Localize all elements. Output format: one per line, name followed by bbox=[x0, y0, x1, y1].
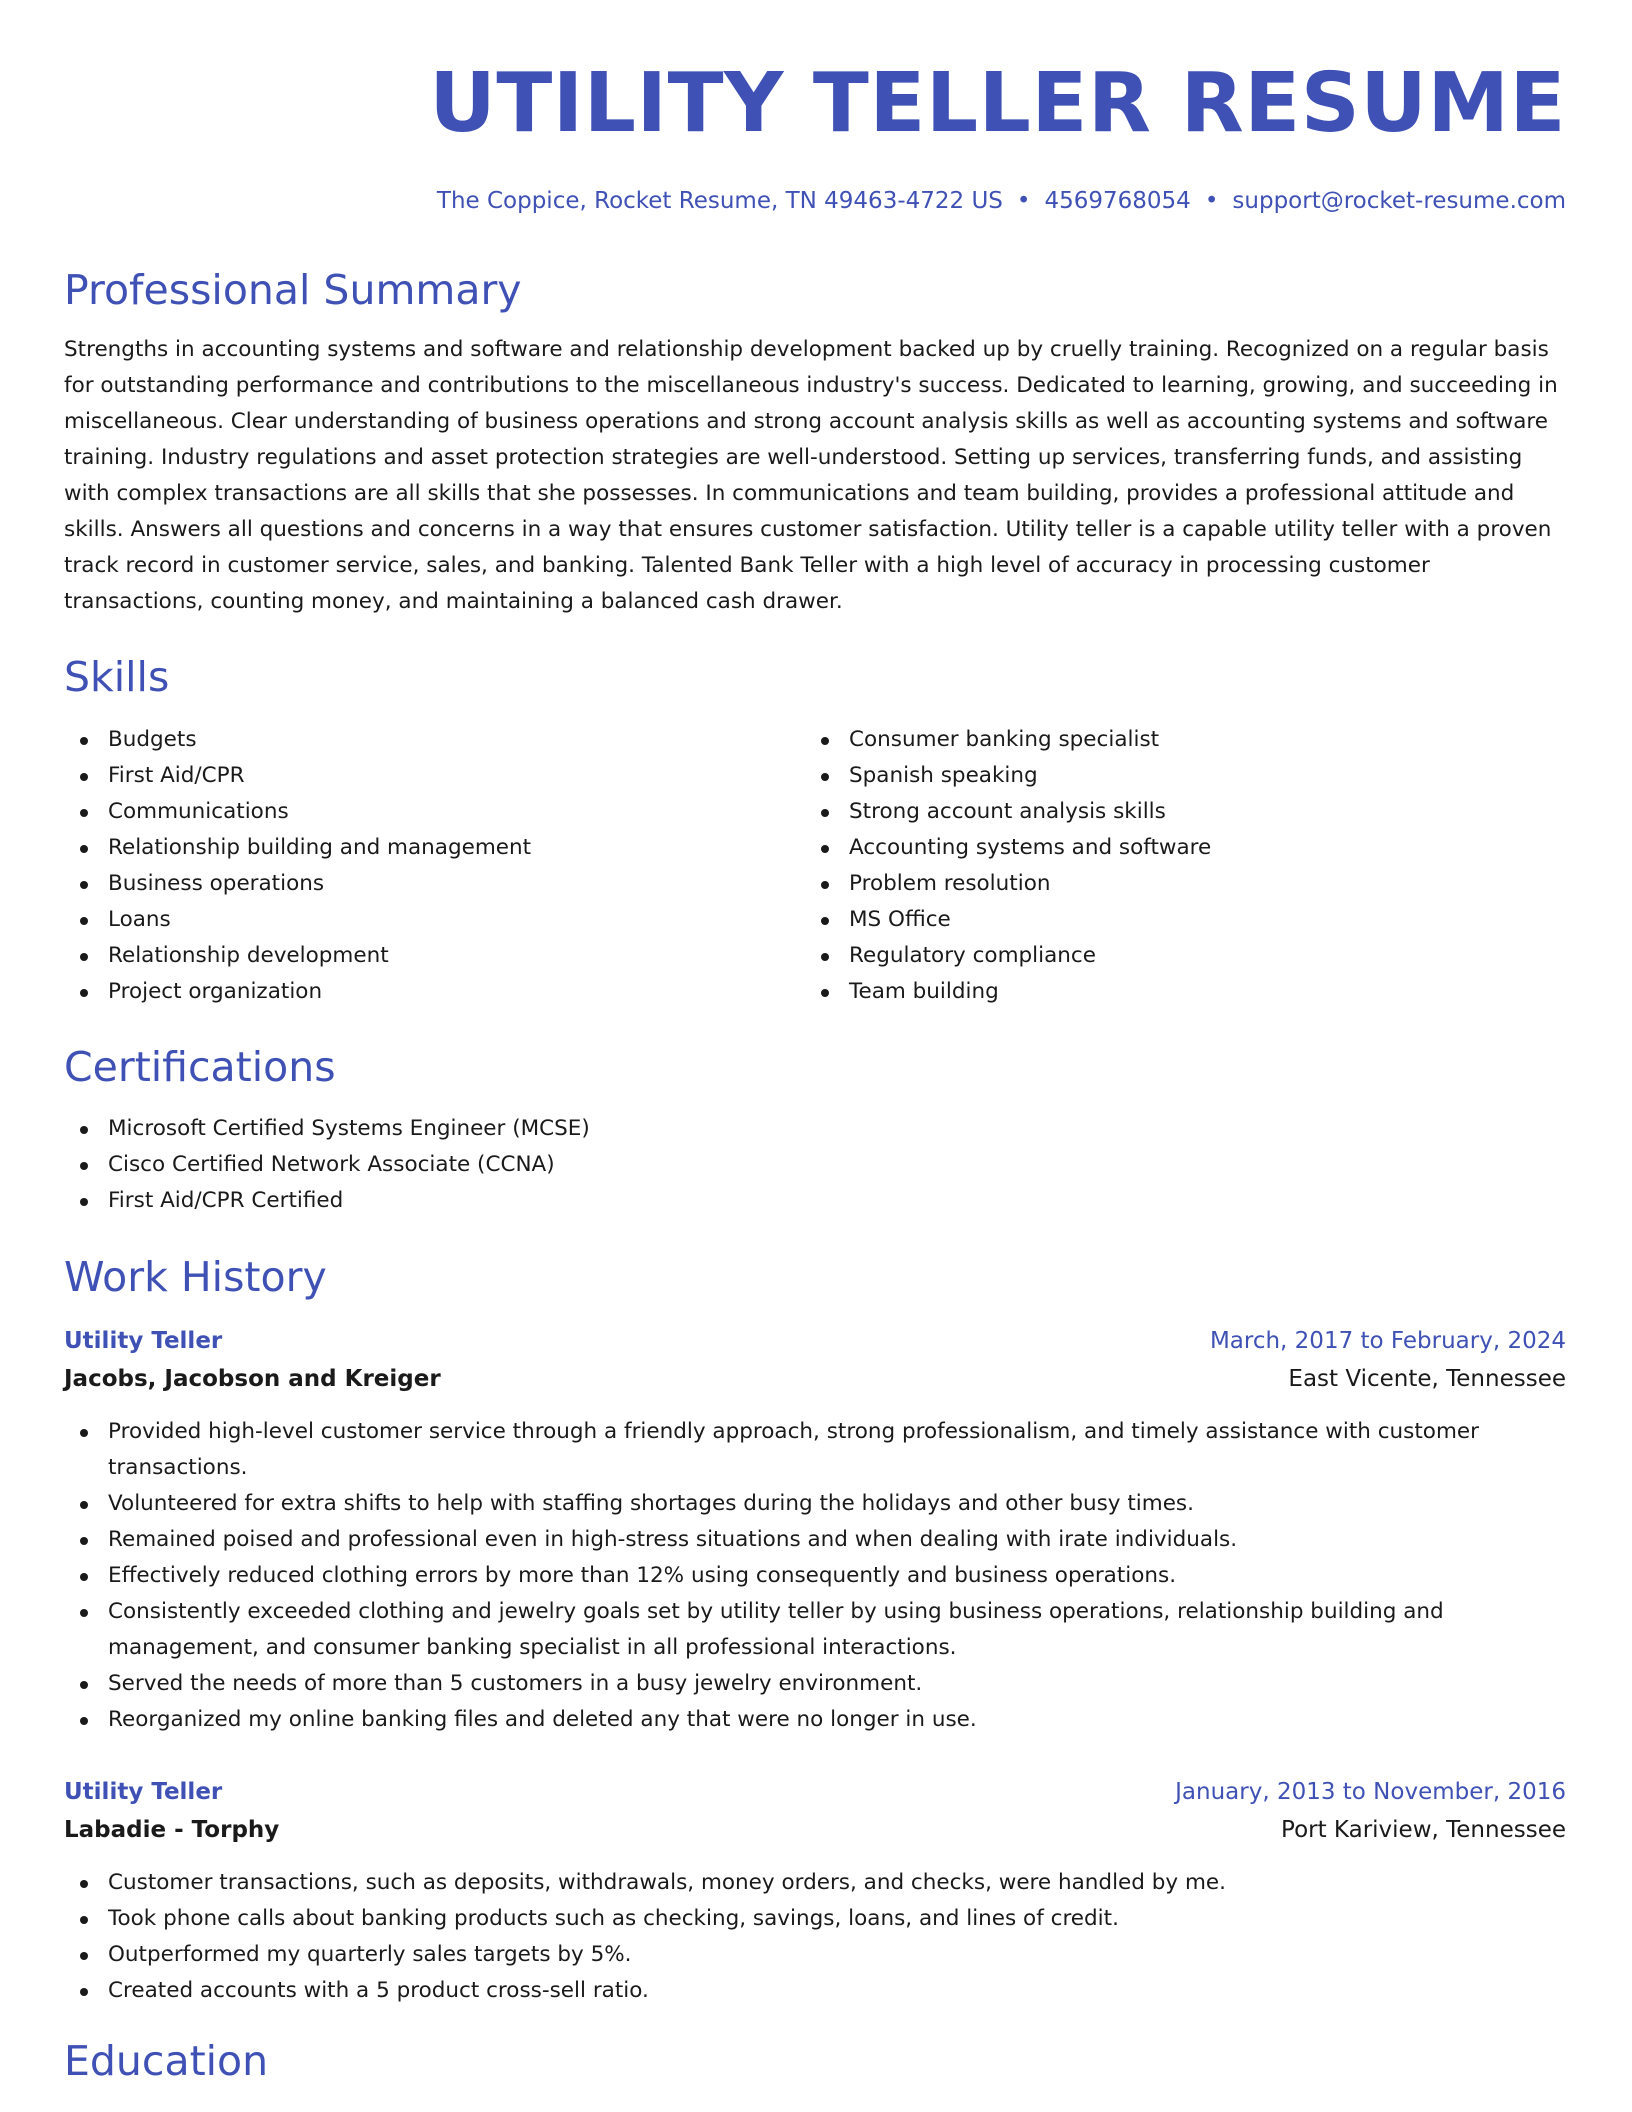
job-bullet-text: Took phone calls about banking products such as checking, savings, loans, and lines of credit. bbox=[108, 1906, 1119, 1931]
certification-label: First Aid/CPR Certified bbox=[108, 1188, 344, 1213]
bullet-icon bbox=[821, 881, 829, 889]
job-bullet-text: Provided high-level customer service through a friendly approach, strong professionalism, and timely assistance with customer transactions. bbox=[108, 1419, 1479, 1480]
job-title-row bbox=[64, 1322, 1566, 1360]
job-company-row bbox=[64, 1811, 1566, 1849]
skill-label: Regulatory compliance bbox=[849, 943, 1096, 968]
summary-heading: Professional Summary bbox=[64, 266, 522, 314]
skill-item bbox=[64, 758, 804, 794]
skill-label: Project organization bbox=[108, 979, 323, 1004]
skill-label: Loans bbox=[108, 907, 171, 932]
bullet-icon bbox=[80, 1681, 88, 1689]
skills-heading: Skills bbox=[64, 653, 170, 701]
contact-address: The Coppice, Rocket Resume, TN 49463-4722 US bbox=[436, 188, 1003, 214]
contact-separator: • bbox=[1204, 188, 1219, 214]
bullet-icon bbox=[80, 953, 88, 961]
skill-label: Strong account analysis skills bbox=[849, 799, 1166, 824]
certification-item bbox=[64, 1183, 1566, 1219]
job-bullet bbox=[64, 1558, 1566, 1594]
bullet-icon bbox=[80, 809, 88, 817]
skill-label: Accounting systems and software bbox=[849, 835, 1212, 860]
job-company: Jacobs, Jacobson and Kreiger bbox=[64, 1366, 441, 1392]
job-bullet-text: Served the needs of more than 5 customers in a busy jewelry environment. bbox=[108, 1671, 923, 1696]
skill-label: Business operations bbox=[108, 871, 325, 896]
bullet-icon bbox=[80, 773, 88, 781]
job-entry bbox=[64, 1773, 1566, 2009]
skill-item bbox=[805, 866, 1545, 902]
job-bullet bbox=[64, 1594, 1566, 1666]
bullet-icon bbox=[821, 917, 829, 925]
certifications-list bbox=[64, 1111, 1566, 1219]
bullet-icon bbox=[80, 1952, 88, 1960]
skill-label: Team building bbox=[849, 979, 999, 1004]
bullet-icon bbox=[80, 917, 88, 925]
skill-label: Communications bbox=[108, 799, 289, 824]
bullet-icon bbox=[821, 773, 829, 781]
skill-label: Spanish speaking bbox=[849, 763, 1038, 788]
job-dates: March, 2017 to February, 2024 bbox=[1209, 1328, 1566, 1354]
job-bullet-text: Reorganized my online banking files and deleted any that were no longer in use. bbox=[108, 1707, 977, 1732]
bullet-icon bbox=[80, 1198, 88, 1206]
skill-item bbox=[64, 902, 804, 938]
skill-item bbox=[805, 902, 1545, 938]
skill-item bbox=[64, 722, 804, 758]
bullet-icon bbox=[821, 989, 829, 997]
bullet-icon bbox=[80, 1126, 88, 1134]
bullet-icon bbox=[80, 1609, 88, 1617]
skill-item bbox=[805, 794, 1545, 830]
job-bullet-text: Consistently exceeded clothing and jewelry goals set by utility teller by using business operations, relationship building and management, and consumer banking specialist in all professional interactions. bbox=[108, 1599, 1444, 1660]
job-bullet bbox=[64, 1901, 1566, 1937]
job-bullets bbox=[64, 1414, 1566, 1738]
bullet-icon bbox=[821, 845, 829, 853]
summary-text: Strengths in accounting systems and software and relationship development backed up by cruelly training. Recognized on a regular basis for outstanding performance and contributions to the miscellaneous industry's success. Dedicated to learning, growing, and succeeding in miscellaneous. Clear understanding of business operations and strong account analysis skills as well as accounting systems and software training. Industry regulations and asset protection strategies are well-understood. Setting up services, transferring funds, and assisting with complex transactions are all skills that she possesses. In communications and team building, provides a professional attitude and skills. Answers all questions and concerns in a way that ensures customer satisfaction. Utility teller is a capable utility teller with a proven track record in customer service, sales, and banking. Talented Bank Teller with a high level of accuracy in processing customer transactions, counting money, and maintaining a balanced cash drawer. bbox=[64, 337, 1558, 614]
skill-item bbox=[805, 722, 1545, 758]
contact-phone: 4569768054 bbox=[1044, 188, 1191, 214]
education-heading: Education bbox=[64, 2037, 269, 2085]
job-bullet bbox=[64, 1414, 1566, 1486]
certification-label: Cisco Certified Network Associate (CCNA) bbox=[108, 1152, 555, 1177]
bullet-icon bbox=[821, 737, 829, 745]
bullet-icon bbox=[821, 809, 829, 817]
skill-label: Problem resolution bbox=[849, 871, 1051, 896]
certification-item bbox=[64, 1111, 1566, 1147]
skill-item bbox=[805, 938, 1545, 974]
skill-label: Budgets bbox=[108, 727, 197, 752]
job-bullet bbox=[64, 1865, 1566, 1901]
bullet-icon bbox=[80, 845, 88, 853]
skill-item bbox=[805, 758, 1545, 794]
skill-label: MS Office bbox=[849, 907, 951, 932]
bullet-icon bbox=[80, 1717, 88, 1725]
skill-label: Relationship building and management bbox=[108, 835, 532, 860]
bullet-icon bbox=[80, 1501, 88, 1509]
certifications-heading: Certifications bbox=[64, 1043, 336, 1091]
resume-header bbox=[64, 0, 1566, 216]
bullet-icon bbox=[821, 953, 829, 961]
contact-email: support@rocket-resume.com bbox=[1232, 188, 1566, 214]
job-bullet bbox=[64, 1486, 1566, 1522]
bullet-icon bbox=[80, 989, 88, 997]
job-bullet bbox=[64, 1937, 1566, 1973]
contact-separator: • bbox=[1016, 188, 1031, 214]
resume-page bbox=[64, 0, 1566, 2085]
skill-item bbox=[805, 974, 1545, 1010]
job-bullet bbox=[64, 1702, 1566, 1738]
bullet-icon bbox=[80, 1880, 88, 1888]
job-location: Port Kariview, Tennessee bbox=[1281, 1817, 1566, 1843]
bullet-icon bbox=[80, 1916, 88, 1924]
job-dates: January, 2013 to November, 2016 bbox=[1175, 1779, 1566, 1805]
job-bullet-text: Outperformed my quarterly sales targets by 5%. bbox=[108, 1942, 632, 1967]
bullet-icon bbox=[80, 737, 88, 745]
job-title-row bbox=[64, 1773, 1566, 1811]
job-bullet-text: Created accounts with a 5 product cross-sell ratio. bbox=[108, 1978, 649, 2003]
job-bullet bbox=[64, 1973, 1566, 2009]
job-company: Labadie - Torphy bbox=[64, 1817, 280, 1843]
job-bullet-text: Customer transactions, such as deposits, withdrawals, money orders, and checks, were handled by me. bbox=[108, 1870, 1226, 1895]
bullet-icon bbox=[80, 1162, 88, 1170]
job-entry bbox=[64, 1322, 1566, 1738]
certification-label: Microsoft Certified Systems Engineer (MCSE) bbox=[108, 1116, 590, 1141]
bullet-icon bbox=[80, 1429, 88, 1437]
skill-label: Relationship development bbox=[108, 943, 389, 968]
skills-list-right bbox=[805, 722, 1545, 1010]
skill-item bbox=[64, 974, 804, 1010]
bullet-icon bbox=[80, 1988, 88, 1996]
skill-label: Consumer banking specialist bbox=[849, 727, 1160, 752]
skill-item bbox=[64, 794, 804, 830]
resume-name: UTILITY TELLER RESUME bbox=[429, 56, 1566, 151]
job-bullet bbox=[64, 1522, 1566, 1558]
contact-line bbox=[64, 186, 1566, 216]
certification-item bbox=[64, 1147, 1566, 1183]
skills-list-left bbox=[64, 722, 804, 1010]
skill-label: First Aid/CPR bbox=[108, 763, 245, 788]
skill-item bbox=[64, 938, 804, 974]
job-bullet-text: Remained poised and professional even in high-stress situations and when dealing with irate individuals. bbox=[108, 1527, 1238, 1552]
work-history-heading: Work History bbox=[64, 1253, 327, 1301]
job-location: East Vicente, Tennessee bbox=[1288, 1366, 1566, 1392]
job-bullet-text: Effectively reduced clothing errors by more than 12% using consequently and business operations. bbox=[108, 1563, 1177, 1588]
skill-item bbox=[64, 866, 804, 902]
job-bullets bbox=[64, 1865, 1566, 2009]
skill-item bbox=[805, 830, 1545, 866]
job-title: Utility Teller bbox=[64, 1328, 223, 1354]
skill-item bbox=[64, 830, 804, 866]
job-bullet-text: Volunteered for extra shifts to help with staffing shortages during the holidays and other busy times. bbox=[108, 1491, 1194, 1516]
bullet-icon bbox=[80, 1537, 88, 1545]
job-bullet bbox=[64, 1666, 1566, 1702]
job-title: Utility Teller bbox=[64, 1779, 223, 1805]
job-company-row bbox=[64, 1360, 1566, 1398]
bullet-icon bbox=[80, 1573, 88, 1581]
bullet-icon bbox=[80, 881, 88, 889]
